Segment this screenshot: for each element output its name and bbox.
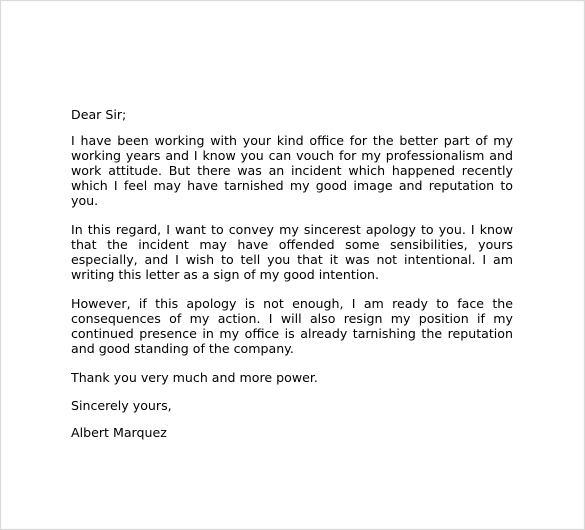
thanks-line: Thank you very much and more power. [71,370,318,385]
salutation: Dear Sir; [71,107,127,122]
paragraph-1: I have been working with your kind office for the better part of my working years and I know you can vouch for my professionalism and work attitude. But there was an incident which happened recently which I feel may have tarnished my good image and reputation to you. [71,133,513,208]
closing-line: Sincerely yours, [71,398,172,413]
paragraph-2: In this regard, I want to convey my sincerest apology to you. I know that the incident may have offended some sensibilities, yours especially, and I wish to tell you that it was not intentional. I am writing this letter as a sign of my good intention. [71,222,513,282]
paragraph-3: However, if this apology is not enough, I am ready to face the consequences of my action. I will also resign my position if my continued presence in my office is already tarnishing the reputation and good standing of the company. [71,296,513,356]
signature-name: Albert Marquez [71,425,167,440]
letter-body [71,107,513,440]
